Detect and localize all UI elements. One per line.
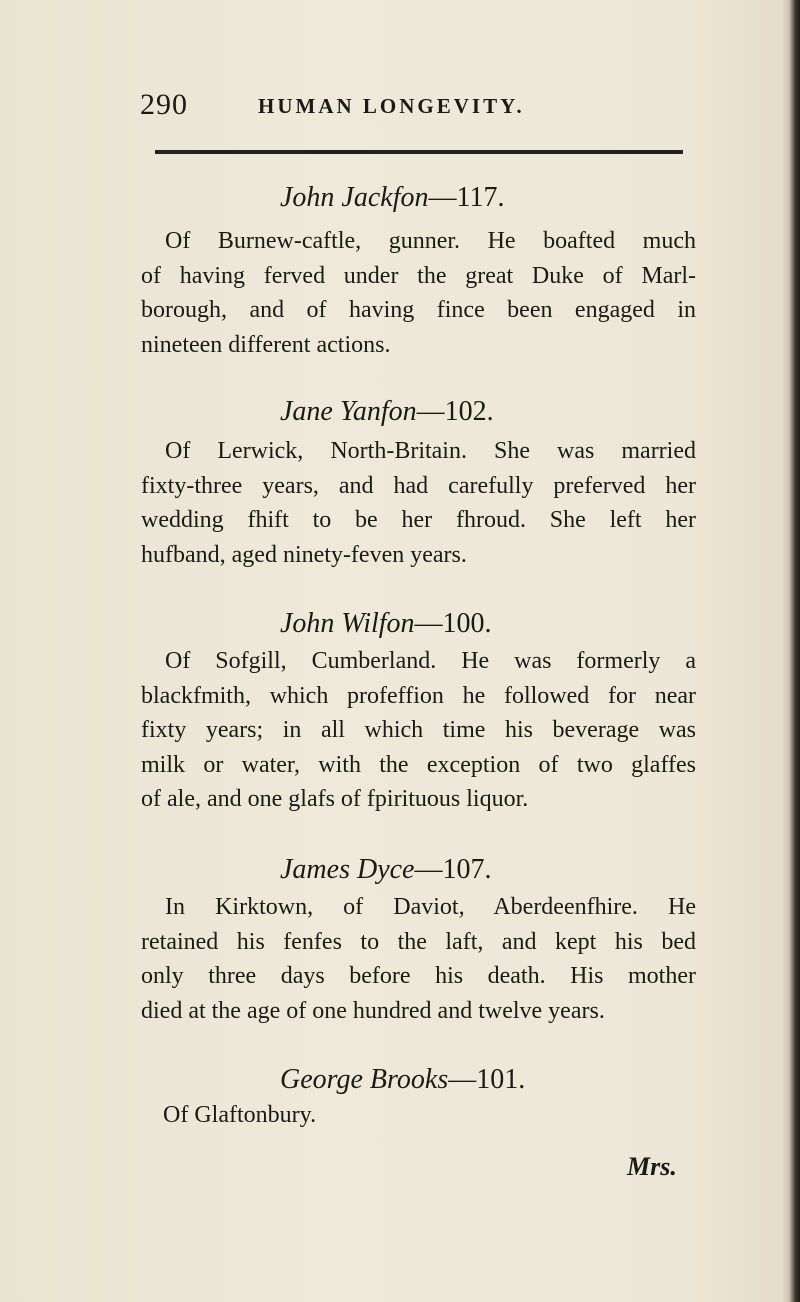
entry-name: George Brooks (280, 1064, 449, 1095)
entry-age: —100. (414, 608, 492, 639)
header-rule (155, 150, 683, 154)
text-line: Of Sofgill, Cumberland. He was formerly a (165, 648, 696, 674)
text-line: borough, and of having fince been engaged in (141, 297, 696, 323)
entry-text-george-brooks (163, 1098, 718, 1133)
text-line: fixty years; in all which time his beverage was (141, 717, 696, 743)
entry-text-jane-yanfon (141, 434, 696, 572)
text-line: Of Burnew-caftle, gunner. He boafted much (165, 228, 696, 254)
page-number: 290 (140, 88, 188, 121)
text-line: fixty-three years, and had carefully preferved her (141, 472, 696, 499)
entry-heading-john-jackfon (280, 182, 504, 214)
text-line: retained his fenfes to the laft, and kept his bed (141, 928, 696, 955)
entry-name: Jane Yanfon (280, 396, 417, 427)
entry-age: —102. (416, 396, 494, 427)
text-line: blackfmith, which profeffion he followed for near (141, 682, 696, 709)
text-line: only three days before his death. His mother (141, 963, 696, 989)
page-header (140, 88, 700, 124)
entry-heading-jane-yanfon (280, 396, 494, 428)
entry-heading-james-dyce (280, 854, 491, 886)
entry-age: —117. (428, 182, 505, 213)
text-line: Of Glaftonbury. (163, 1102, 317, 1128)
entry-text-james-dyce (141, 890, 696, 1028)
entry-age: —107. (414, 854, 492, 885)
text-line: milk or water, with the exception of two glaffes (141, 751, 696, 778)
text-line: of having ferved under the great Duke of Marl- (141, 262, 696, 289)
entry-text-john-wilfon (141, 644, 696, 817)
text-line: of ale, and one glafs of fpirituous liquor. (141, 786, 529, 812)
entry-age: —101. (448, 1064, 526, 1095)
entry-name: James Dyce (280, 854, 415, 885)
entry-heading-john-wilfon (280, 608, 492, 640)
text-line: Of Lerwick, North-Britain. She was married (165, 438, 696, 464)
running-head: HUMAN LONGEVITY. (258, 94, 525, 118)
catchword: Mrs. (627, 1152, 677, 1181)
entry-text-john-jackfon (141, 224, 696, 362)
text-line: died at the age of one hundred and twelve years. (141, 997, 605, 1024)
text-line: hufband, aged ninety-feven years. (141, 541, 467, 568)
text-line: wedding fhift to be her fhroud. She left her (141, 507, 696, 533)
entry-name: John Jackfon (280, 182, 429, 213)
entry-name: John Wilfon (280, 608, 415, 639)
text-line: nineteen different actions. (141, 331, 391, 358)
entry-heading-george-brooks (280, 1064, 525, 1096)
text-line: In Kirktown, of Daviot, Aberdeenfhire. He (165, 894, 696, 920)
page-edge-shadow (782, 0, 800, 1302)
